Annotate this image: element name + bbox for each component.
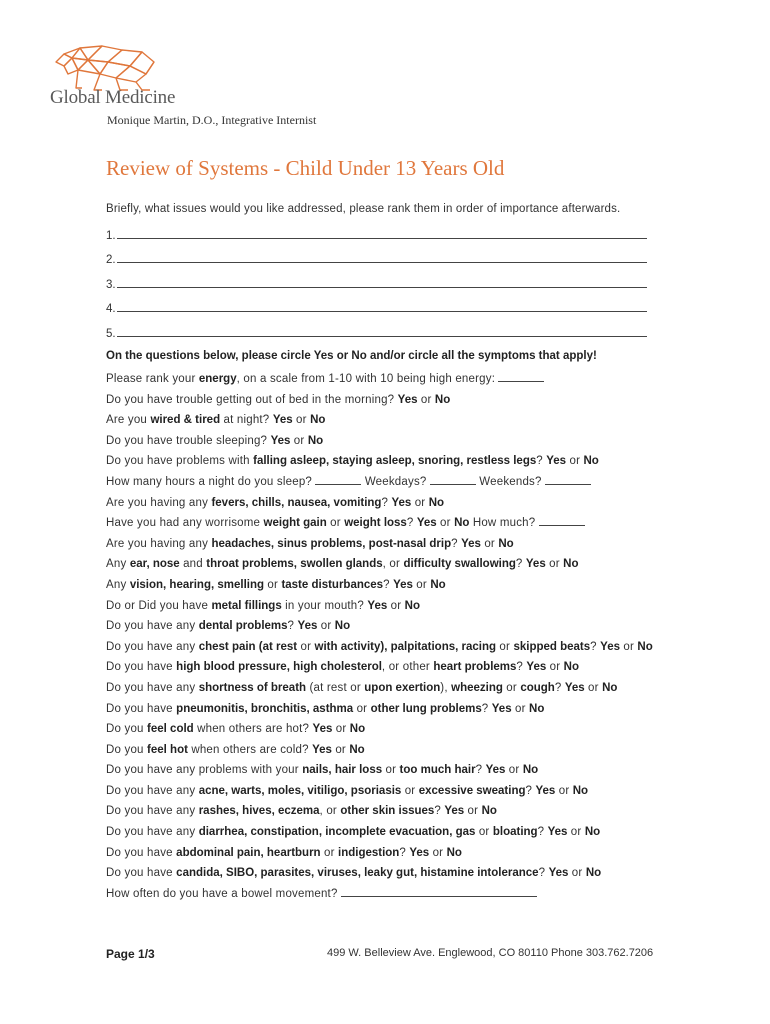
symptom-text: energy (198, 373, 237, 385)
rank-answer-line[interactable] (117, 277, 647, 288)
rank-item-2 (106, 252, 647, 266)
symptom-text: pneumonitis, bronchitis, asthma (176, 702, 354, 715)
yes-option[interactable]: Yes (444, 805, 465, 818)
question-text: Do you have (106, 846, 177, 859)
symptom-text: feel cold (147, 723, 194, 736)
rank-number: 3. (106, 279, 116, 291)
question-text: ? (383, 578, 394, 591)
question-text: Are you having any (106, 496, 212, 509)
question-row (106, 554, 706, 575)
symptom-text: throat problems, swollen glands (206, 558, 383, 571)
no-option[interactable]: No (637, 640, 653, 653)
no-option[interactable]: No (310, 414, 326, 427)
yes-option[interactable]: Yes (397, 393, 418, 406)
question-row (106, 822, 706, 843)
question-text: ? (475, 764, 486, 777)
symptom-text: weight gain (263, 517, 327, 530)
question-text: or (353, 702, 371, 715)
no-option[interactable]: No (404, 599, 420, 612)
yes-option[interactable]: Yes (391, 496, 412, 509)
question-text: or (387, 599, 405, 612)
yes-option[interactable]: Yes (491, 702, 512, 715)
no-option[interactable]: No (349, 743, 365, 756)
question-row (106, 616, 706, 637)
question-text: ? (287, 620, 298, 633)
symptom-text: indigestion (338, 846, 400, 859)
no-option[interactable]: No (434, 393, 451, 406)
yes-option[interactable]: Yes (525, 558, 546, 571)
question-text: Do you have problems with (106, 455, 254, 468)
no-option[interactable]: No (563, 558, 579, 571)
question-text: or (545, 558, 564, 571)
symptom-text: dental problems (198, 620, 288, 633)
symptom-text: headaches, sinus problems, post-nasal drip (211, 537, 452, 550)
symptom-text: bloating (492, 826, 538, 839)
question-text: ? (381, 496, 392, 509)
question-row (106, 472, 706, 493)
question-text: or (568, 867, 586, 880)
symptom-text: diarrhea, constipation, incomplete evacuation, gas (198, 826, 476, 839)
question-text: Do you have any (106, 681, 199, 694)
no-option[interactable]: No (334, 620, 351, 633)
symptom-text: other lung problems (370, 702, 482, 715)
yes-option[interactable]: Yes (548, 867, 569, 880)
question-text: and (179, 558, 207, 571)
no-option[interactable]: No (446, 846, 462, 859)
question-row (106, 699, 706, 720)
question-row (106, 801, 706, 822)
question-row (106, 863, 706, 884)
symptom-text: abdominal pain, heartburn (176, 846, 321, 859)
yes-option[interactable]: Yes (272, 414, 293, 427)
question-text: ? (516, 661, 527, 674)
answer-blank[interactable] (498, 372, 544, 382)
question-text: Have you had any worrisome (106, 517, 264, 530)
symptom-text: feel hot (147, 743, 188, 756)
yes-option[interactable]: Yes (416, 517, 437, 530)
no-option[interactable]: No (481, 805, 497, 818)
no-option[interactable]: No (529, 702, 545, 715)
no-option[interactable]: No (583, 455, 599, 468)
question-text: Weekdays? (361, 475, 430, 488)
question-text: ? (399, 846, 410, 859)
question-row (106, 678, 706, 699)
question-text: or (332, 723, 350, 736)
symptom-text: falling asleep, staying asleep, snoring, restless legs (253, 455, 537, 468)
question-text: when others are hot? (193, 723, 313, 736)
question-text: at night? (220, 414, 273, 427)
symptom-text: difficulty swallowing (403, 558, 516, 571)
question-text: Are you (106, 414, 151, 427)
question-row (106, 719, 706, 740)
question-text: Do you have (106, 702, 177, 715)
page-number: Page 1/3 (106, 947, 155, 961)
question-text: or (331, 743, 350, 756)
no-option[interactable]: No (522, 764, 539, 777)
question-text: , on a scale from 1-10 with 10 being high energy: (236, 373, 499, 385)
question-row (106, 781, 706, 802)
footer-address: 499 W. Belleview Ave. Englewood, CO 80110 Phone 303.762.7206 (327, 947, 654, 959)
question-text: or (546, 661, 564, 674)
rank-number: 2. (106, 254, 116, 266)
yes-option[interactable]: Yes (270, 434, 291, 447)
question-row (106, 637, 706, 658)
question-text: Do you have any (106, 620, 199, 633)
no-option[interactable]: No (563, 661, 580, 674)
question-row (106, 451, 706, 472)
yes-option[interactable]: Yes (547, 826, 568, 839)
rank-answer-line[interactable] (117, 301, 647, 312)
no-option[interactable]: No (349, 723, 366, 736)
question-text: ? (434, 805, 445, 818)
intro-text: Briefly, what issues would you like addressed, please rank them in order of importance afterwards. (106, 203, 621, 215)
question-text: How often do you have a bowel movement? (106, 887, 341, 900)
yes-option[interactable]: Yes (409, 846, 430, 859)
question-text: , or other (381, 661, 434, 674)
question-text: or (429, 846, 447, 859)
yes-option[interactable]: Yes (312, 723, 333, 736)
symptom-text: fevers, chills, nausea, vomiting (211, 496, 382, 509)
no-option[interactable]: No (430, 578, 446, 591)
yes-option[interactable]: Yes (393, 578, 413, 591)
question-text: or (619, 640, 638, 653)
doctor-name: Monique Martin, D.O., Integrative Internist (107, 113, 317, 127)
symptom-text: wired & tired (150, 414, 221, 427)
question-text: ? (536, 455, 547, 468)
question-text: Weekends? (475, 475, 546, 488)
question-text: Do you have trouble sleeping? (106, 434, 271, 447)
question-row (106, 657, 706, 678)
rank-item-3 (106, 277, 647, 291)
question-text: or (584, 681, 603, 694)
question-text: ? (515, 558, 526, 571)
question-text: or (317, 620, 335, 633)
question-text: when others are cold? (187, 743, 313, 756)
question-text: or (401, 784, 419, 797)
instructions: On the questions below, please circle Yes or No and/or circle all the symptoms that apply! (106, 350, 597, 362)
question-text: How much? (469, 517, 539, 530)
question-text: Do you have any (106, 640, 199, 653)
question-row (106, 534, 706, 555)
rank-item-1 (106, 228, 647, 242)
question-row (106, 431, 706, 452)
no-option[interactable]: No (572, 784, 589, 797)
question-text: or (511, 702, 530, 715)
yes-option[interactable]: Yes (526, 661, 547, 674)
question-text: ? (554, 681, 565, 694)
symptom-text: with activity), palpitations, racing (314, 640, 497, 653)
symptom-text: acne, warts, moles, vitiligo, psoriasis (198, 784, 402, 797)
yes-option[interactable]: Yes (367, 599, 388, 612)
question-text: How many hours a night do you sleep? (106, 475, 316, 488)
yes-option[interactable]: Yes (312, 743, 332, 756)
symptom-text: nails, hair loss (302, 764, 383, 777)
symptom-text: rashes, hives, eczema (198, 805, 320, 818)
symptom-text: chest pain (at rest (198, 640, 298, 653)
question-row (106, 369, 706, 390)
symptom-text: shortness of breath (198, 681, 307, 694)
symptom-text: upon exertion (364, 681, 441, 694)
yes-option[interactable]: Yes (485, 764, 506, 777)
symptom-text: other skin issues (340, 805, 435, 818)
question-text: or (496, 640, 514, 653)
symptom-text: candida, SIBO, parasites, viruses, leaky gut, histamine intolerance (176, 867, 539, 880)
yes-option[interactable]: Yes (297, 620, 318, 633)
question-row (106, 390, 706, 411)
question-text: or (412, 578, 431, 591)
question-list (106, 369, 706, 904)
question-text: or (417, 393, 435, 406)
answer-blank[interactable] (545, 475, 591, 485)
no-option[interactable]: No (584, 826, 601, 839)
question-row (106, 493, 706, 514)
symptom-text: metal fillings (211, 599, 282, 612)
no-option[interactable]: No (602, 681, 618, 694)
symptom-text: cough (520, 681, 555, 694)
symptom-text: ear, nose (129, 558, 180, 571)
no-option[interactable]: No (428, 496, 445, 509)
symptom-text: vision, hearing, smelling (129, 578, 265, 591)
question-text: or (290, 434, 308, 447)
rank-item-4 (106, 301, 647, 315)
symptom-text: weight loss (344, 517, 407, 530)
rank-answer-line[interactable] (117, 252, 647, 263)
rank-number: 1. (106, 230, 116, 242)
question-text: ? (525, 784, 536, 797)
question-text: or (566, 455, 584, 468)
question-row (106, 884, 706, 905)
rank-number: 5. (106, 328, 116, 340)
question-text: or (292, 414, 311, 427)
question-text: or (475, 826, 493, 839)
question-text: or (326, 517, 345, 530)
question-text: Please rank your (106, 373, 199, 385)
question-row (106, 575, 706, 596)
question-text: Do you (106, 743, 148, 756)
question-text: , or (382, 558, 404, 571)
answer-blank[interactable] (341, 887, 537, 897)
question-text: , or (319, 805, 341, 818)
question-text: (at rest or (306, 681, 365, 694)
question-text: or (567, 826, 585, 839)
question-text: Do you have any (106, 826, 199, 839)
symptom-text: taste disturbances (281, 578, 384, 591)
question-row (106, 596, 706, 617)
yes-option[interactable]: Yes (461, 537, 481, 550)
question-text: or (555, 784, 573, 797)
yes-option[interactable]: Yes (564, 681, 585, 694)
question-text: Do you have (106, 661, 177, 674)
question-text: Do you have any problems with your (106, 764, 303, 777)
symptom-text: wheezing (451, 681, 503, 694)
question-text: Any (106, 558, 130, 571)
question-text: Do you (106, 723, 148, 736)
question-text: in your mouth? (281, 599, 368, 612)
question-row (106, 760, 706, 781)
question-text: or (411, 496, 429, 509)
question-text: ? (590, 640, 601, 653)
question-text: ? (451, 537, 462, 550)
question-row (106, 410, 706, 431)
question-text: ), (440, 681, 452, 694)
yes-option[interactable]: Yes (600, 640, 620, 653)
question-text: ? (537, 826, 548, 839)
question-text: or (264, 578, 282, 591)
question-text: or (505, 764, 523, 777)
rank-answer-line[interactable] (117, 326, 647, 337)
question-text: Are you having any (106, 537, 212, 550)
question-text: Do you have any (106, 784, 199, 797)
rank-item-5 (106, 326, 647, 340)
question-text: ? (481, 702, 492, 715)
question-row (106, 740, 706, 761)
question-row (106, 513, 706, 534)
no-option[interactable]: No (307, 434, 324, 447)
question-text: Do you have any (106, 805, 199, 818)
question-text: or (436, 517, 455, 530)
question-text: or (297, 640, 315, 653)
question-text: ? (538, 867, 549, 880)
no-option[interactable]: No (498, 537, 514, 550)
symptom-text: too much hair (399, 764, 476, 777)
question-row (106, 843, 706, 864)
symptom-text: high blood pressure, high cholesterol (176, 661, 382, 674)
yes-option[interactable]: Yes (546, 455, 567, 468)
question-text: or (382, 764, 400, 777)
question-text: or (502, 681, 521, 694)
page-title: Review of Systems - Child Under 13 Years Old (106, 156, 505, 180)
answer-blank[interactable] (430, 475, 476, 485)
symptom-text: skipped beats (513, 640, 591, 653)
brand-name: Global Medicine (50, 87, 176, 108)
question-text: or (464, 805, 482, 818)
question-text: Any (106, 578, 130, 591)
rank-number: 4. (106, 303, 116, 315)
question-text: Do or Did you have (106, 599, 212, 612)
question-text: Do you have (106, 867, 177, 880)
symptom-text: heart problems (433, 661, 517, 674)
symptom-text: excessive sweating (418, 784, 526, 797)
yes-option[interactable]: Yes (535, 784, 556, 797)
no-option[interactable]: No (454, 517, 470, 530)
question-text: or (320, 846, 338, 859)
answer-blank[interactable] (539, 516, 585, 526)
no-option[interactable]: No (585, 867, 602, 880)
question-text: or (480, 537, 499, 550)
answer-blank[interactable] (315, 475, 361, 485)
rank-answer-line[interactable] (117, 228, 647, 239)
question-text: Do you have trouble getting out of bed in the morning? (106, 393, 398, 406)
question-text: ? (406, 517, 417, 530)
